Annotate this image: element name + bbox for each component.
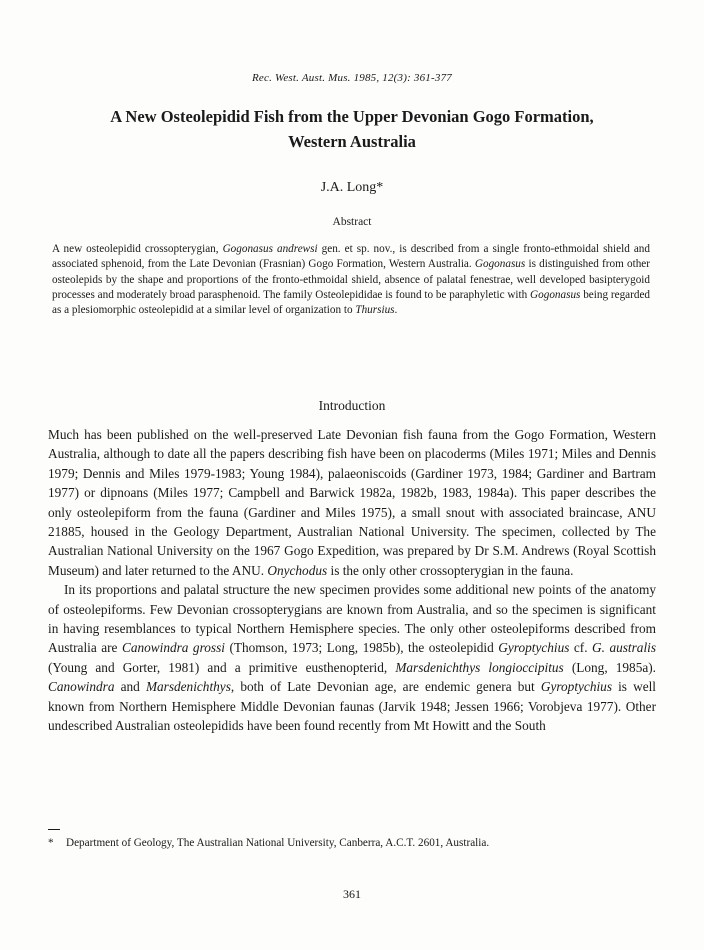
paragraph-run: and (114, 679, 146, 695)
genus-name: Marsdenichthys (145, 679, 231, 695)
author-line: J.A. Long* (320, 180, 384, 195)
introduction-heading: Introduction (318, 398, 386, 413)
footnote-mark: * (48, 837, 54, 849)
paragraph-run: (Young and Gorter, 1981) and a primitive eusthenopterid, (48, 659, 396, 675)
paragraph-run: (Long, 1985a). (563, 659, 657, 675)
paragraph-2 (48, 580, 656, 735)
species-name: Marsdenichthys longioccipitus (395, 659, 564, 675)
footnote-rule (48, 829, 60, 830)
page-number: 361 (343, 887, 361, 901)
abstract-heading: Abstract (332, 216, 372, 228)
abstract-genus-name: Thursius (355, 304, 395, 317)
species-name: Canowindra grossi (121, 640, 225, 656)
abstract-run: is distinguished from other osteolepids by the shape and proportions of the fronto-ethmoidal shield, absence of palatal fenestrae, well developed basipterygoid processes and moderately broad parasphenoid. The family Osteolepididae is found to be paraphyletic with (52, 258, 650, 301)
paragraph-run: , both of Late Devonian age, are endemic genera but (230, 679, 541, 695)
paragraph-run: Much has been published on the well-preserved Late Devonian fish fauna from the Gogo Formation, Western Australia, although to date all the papers describing fish have been on placoderms (Miles 1971; Miles and Dennis 1979; Dennis and Miles 1979-1983; Young 1984), palaeoniscoids (Gardiner 1973, 1984; Gardiner and Bartram 1977) or dipnoans (Miles 1977; Campbell and Barwick 1982a, 1982b, 1983, 1984a). This paper describes the only osteolepiform from the fauna (Gardiner and Miles 1975), a small snout with associated braincase, ANU 21885, housed in the Geology Department, Australian National University. The specimen, collected by The Australian National University on the 1967 Gogo Expedition, was prepared by Dr S.M. Andrews (Royal Scottish Museum) and later returned to the ANU. (48, 427, 656, 578)
genus-name: Canowindra (48, 679, 115, 695)
abstract-run: A new osteolepidid crossopterygian, (52, 243, 223, 255)
genus-name: Gyroptychius (540, 679, 612, 695)
body-text (48, 425, 656, 736)
paragraph-run: cf. (569, 640, 593, 656)
abstract-genus-name: Gogonasus (474, 258, 526, 271)
abstract-run: . (394, 304, 398, 317)
article-title: A New Osteolepidid Fish from the Upper Devonian Gogo Formation, Western Australia (110, 107, 594, 151)
species-name: G. australis (592, 640, 657, 656)
footnote (48, 836, 656, 852)
abstract-run: gen. et sp. nov., is described from a single fronto-ethmoidal shield and associated sphenoid, from the Late Devonian (Frasnian) Gogo Formation, Western Australia. (52, 243, 650, 271)
abstract-text (52, 242, 650, 318)
paragraph-run: In its proportions and palatal structure the new specimen provides some additional new points of the anatomy of osteolepiforms. Few Devonian crossopterygians are known from Australia, and so the specimen is significant in having resemblances to typical Northern Hemisphere species. The only other osteolepiforms described from Australia are (48, 582, 656, 656)
paragraph-run: (Thomson, 1973; Long, 1985b), the osteolepidid (224, 640, 499, 656)
paragraph-1 (48, 425, 656, 580)
abstract-run: being regarded as a plesiomorphic osteolepidid at a similar level of organization to (52, 288, 651, 317)
paragraph-run: is well known from Northern Hemisphere Middle Devonian faunas (Jarvik 1948; Jessen 1966; Vorobjeva 1977). Other undescribed Australian osteolepidids have been found recently from Mt Howitt and the South (48, 679, 656, 734)
journal-header: Rec. West. Aust. Mus. 1985, 12(3): 361-377 (252, 72, 452, 84)
abstract-species-name: Gogonasus andrewsi (222, 243, 318, 255)
paragraph-run: is the only other crossopterygian in the fauna. (327, 562, 574, 578)
genus-name: Onychodus (267, 562, 328, 578)
genus-name: Gyroptychius (498, 640, 570, 656)
abstract-genus-name: Gogonasus (530, 288, 581, 301)
footnote-text: Department of Geology, The Australian National University, Canberra, A.C.T. 2601, Australia. (66, 837, 490, 849)
